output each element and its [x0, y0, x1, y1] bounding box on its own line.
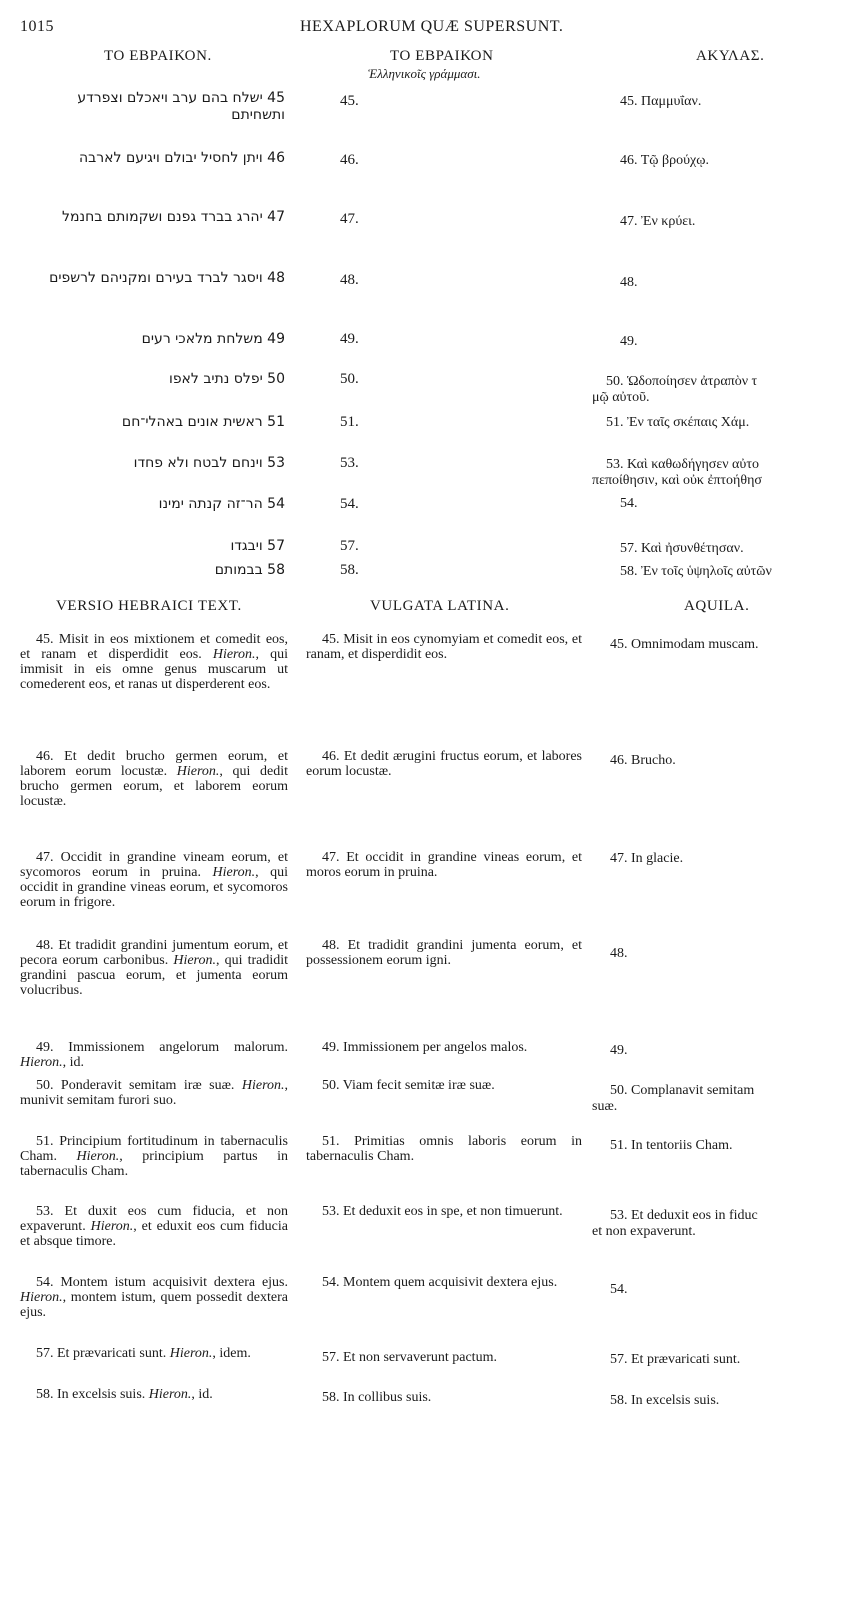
verse-number-50: 50.: [340, 371, 359, 387]
header-vulgata: VULGATA LATINA.: [370, 598, 510, 614]
vulgata-verse-54: 54. Montem quem acquisivit dextera ejus.: [322, 1275, 558, 1290]
hebrew-verse-58: 58 בבמותם: [214, 562, 285, 578]
aquila-greek-50-line2: μῷ αὐτοῦ.: [592, 390, 650, 405]
verse-number-53: 53.: [340, 455, 359, 471]
hebrew-verse-57: 57 ויבגדו: [230, 538, 285, 554]
aquila-greek-51: 51. Ἐν ταῖς σκέπαις Χάμ.: [606, 415, 750, 430]
aquila-greek-50-line1: 50. Ὡδοποίησεν ἀτραπὸν τ: [606, 374, 758, 389]
vulgata-verse-53: 53. Et deduxit eos in spe, et non timuerunt.: [322, 1204, 563, 1219]
page-number: 1015: [20, 18, 54, 35]
hebrew-verse-48: 48 ויסגר לברד בעירם ומקניהם לרשפים: [49, 270, 285, 286]
aquila-greek-46: 46. Τῷ βρούχῳ.: [620, 153, 709, 168]
versio-verse-47: 47. Occidit in grandine vineam eorum, et sycomoros eorum in pruina. Hieron., qui occidit in grandine vineas eorum, et sycomoros eorum in frigore.: [20, 850, 289, 910]
aquila-latin-50-line1: 50. Complanavit semitam: [610, 1083, 755, 1098]
aquila-greek-48: 48.: [620, 275, 638, 290]
aquila-greek-53-line2: πεποίθησιν, καὶ οὐκ ἐπτοήθησ: [592, 473, 762, 488]
hebrew-verse-53: 53 וינחם לבטח ולא פחדו: [133, 455, 285, 471]
aquila-latin-51: 51. In tentoriis Cham.: [610, 1138, 733, 1153]
versio-verse-54: 54. Montem istum acquisivit dextera ejus. Hieron., montem istum, quem possedit dextera ejus.: [20, 1275, 288, 1320]
aquila-greek-58: 58. Ἐν τοῖς ὑψηλοῖς αὐτῶν: [620, 564, 772, 579]
aquila-latin-54: 54.: [610, 1282, 628, 1297]
aquila-greek-57: 57. Καὶ ἠσυνθέτησαν.: [620, 541, 744, 556]
verse-number-47: 47.: [340, 211, 359, 227]
versio-verse-49: 49. Immissionem angelorum malorum. Hieron., id.: [20, 1040, 289, 1070]
versio-verse-48: 48. Et tradidit grandini jumentum eorum, et pecora eorum carbonibus. Hieron., qui tradidit grandini pascua eorum, et jumenta eorum volucribus.: [20, 938, 289, 998]
versio-verse-50: 50. Ponderavit semitam iræ suæ. Hieron., munivit semitam furori suo.: [20, 1078, 289, 1108]
header-versio: VERSIO HEBRAICI TEXT.: [56, 598, 242, 614]
header-aquila-latin: AQUILA.: [684, 598, 750, 614]
hebrew-verse-50: 50 יפלס נתיב לאפו: [169, 371, 285, 387]
versio-verse-46: 46. Et dedit brucho germen eorum, et laborem eorum locustæ. Hieron., qui dedit brucho germen eorum, et laborem eorum locustæ.: [20, 749, 289, 809]
aquila-latin-45: 45. Omnimodam muscam.: [610, 637, 759, 652]
verse-number-45: 45.: [340, 93, 359, 109]
aquila-latin-53-line2: et non expaverunt.: [592, 1224, 696, 1239]
aquila-greek-53-line1: 53. Καὶ καθωδήγησεν αὐτο: [606, 457, 759, 472]
hebrew-verse-47: 47 יהרג בברד גפנם ושקמותם בחנמל: [62, 209, 285, 225]
header-greek-letters-sub: Ἑλληνικοῖς γράμμασι.: [368, 66, 481, 81]
header-hebrew: ΤΟ ΕΒΡΑΙΚΟΝ.: [104, 48, 212, 64]
aquila-greek-45: 45. Παμμυΐαν.: [620, 94, 702, 109]
verse-number-51: 51.: [340, 414, 359, 430]
aquila-latin-46: 46. Brucho.: [610, 753, 676, 768]
versio-verse-51: 51. Principium fortitudinum in tabernaculis Cham. Hieron., principium partus in tabernaculis Cham.: [20, 1134, 288, 1179]
aquila-latin-47: 47. In glacie.: [610, 851, 684, 866]
header-aquila-greek: ΑΚΥΛΑΣ.: [696, 48, 765, 64]
aquila-latin-53-line1: 53. Et deduxit eos in fiduc: [610, 1208, 758, 1223]
vulgata-verse-58: 58. In collibus suis.: [322, 1390, 432, 1405]
vulgata-verse-48: 48. Et tradidit grandini jumenta eorum, et possessionem eorum igni.: [306, 938, 583, 968]
verse-number-48: 48.: [340, 272, 359, 288]
verse-number-54: 54.: [340, 496, 359, 512]
verse-number-49: 49.: [340, 331, 359, 347]
header-greek-letters: ΤΟ ΕΒΡΑΙΚΟΝ: [390, 48, 494, 64]
vulgata-verse-46: 46. Et dedit ærugini fructus eorum, et labores eorum locustæ.: [306, 749, 582, 779]
vulgata-verse-50: 50. Viam fecit semitæ iræ suæ.: [322, 1078, 495, 1093]
aquila-latin-49: 49.: [610, 1043, 628, 1058]
aquila-latin-50-line2: suæ.: [592, 1099, 618, 1114]
vulgata-verse-45: 45. Misit in eos cynomyiam et comedit eos, et ranam, et disperdidit eos.: [306, 632, 582, 662]
vulgata-verse-49: 49. Immissionem per angelos malos.: [322, 1040, 528, 1055]
running-title: HEXAPLORUM QUÆ SUPERSUNT.: [300, 18, 564, 35]
verse-number-58: 58.: [340, 562, 359, 578]
hebrew-verse-54: 54 הר־זה קנתה ימינו: [158, 496, 285, 512]
hebrew-verse-45: 45 ישלח בהם ערב ויאכלם וצפרדע ותשחיתם: [77, 90, 285, 123]
hebrew-verse-51: 51 ראשית אונים באהלי־חם: [121, 414, 285, 430]
versio-verse-58: 58. In excelsis suis. Hieron., id.: [36, 1387, 213, 1402]
vulgata-verse-51: 51. Primitias omnis laboris eorum in tabernaculis Cham.: [306, 1134, 583, 1164]
versio-verse-57: 57. Et prævaricati sunt. Hieron., idem.: [36, 1346, 251, 1361]
hebrew-verse-49: 49 משלחת מלאכי רעים: [141, 331, 285, 347]
versio-verse-53: 53. Et duxit eos cum fiducia, et non expaverunt. Hieron., et eduxit eos cum fiducia et absque timore.: [20, 1204, 289, 1249]
aquila-greek-49: 49.: [620, 334, 638, 349]
aquila-greek-54: 54.: [620, 496, 638, 511]
hebrew-verse-46: 46 ויתן לחסיל יבולם ויגיעם לארבה: [79, 150, 285, 166]
aquila-latin-58: 58. In excelsis suis.: [610, 1393, 720, 1408]
aquila-latin-48: 48.: [610, 946, 628, 961]
vulgata-verse-57: 57. Et non servaverunt pactum.: [322, 1350, 497, 1365]
versio-verse-45: 45. Misit in eos mixtionem et comedit eos, et ranam et disperdidit eos. Hieron., qui immisit in eis omne genus muscarum ut comederent eos, et ranas ut disperderent eos.: [20, 632, 289, 692]
verse-number-46: 46.: [340, 152, 359, 168]
vulgata-verse-47: 47. Et occidit in grandine vineas eorum, et moros eorum in pruina.: [306, 850, 583, 880]
aquila-greek-47: 47. Ἐν κρύει.: [620, 214, 696, 229]
verse-number-57: 57.: [340, 538, 359, 554]
aquila-latin-57: 57. Et prævaricati sunt.: [610, 1352, 741, 1367]
